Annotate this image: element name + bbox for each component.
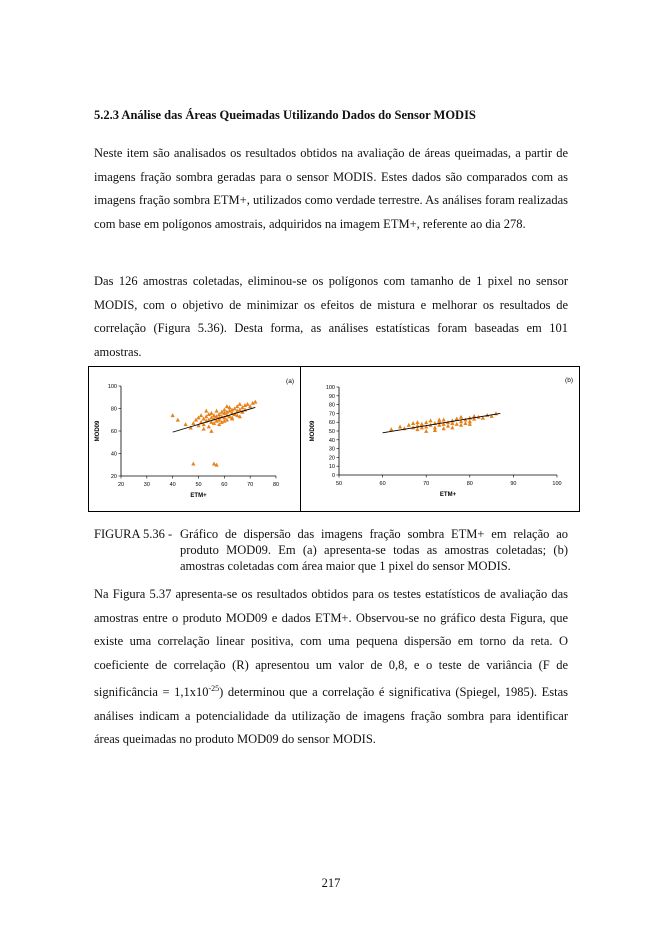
scatter-chart-a <box>89 367 300 511</box>
x-axis-label: ETM+ <box>439 492 457 498</box>
data-point <box>442 417 446 421</box>
y-tick-label: 60 <box>328 420 335 427</box>
data-point <box>442 426 446 430</box>
data-point <box>450 425 454 429</box>
data-point <box>407 423 411 427</box>
x-tick-label: 80 <box>466 481 473 487</box>
data-point <box>455 422 459 426</box>
paragraph-intro: Neste item são analisados os resultados obtidos na avaliação de áreas queimadas, a partir de imagens fração sombra geradas para o sensor MODIS. Estes dados são comparados com as imagens fração sombra ETM+, utilizados como verdade terrestre. As análises foram realizadas com base em polígonos amostrais, adquiridos na imagem ETM+, referente ao dia 278. <box>94 146 568 231</box>
caption-text: Gráfico de dispersão das imagens fração sombra ETM+ em relação ao produto MOD09. Em (a) apresenta-se todas as amostras coletadas; (b) amostras coletadas com área maior que 1 pixel do sensor MODIS. <box>180 527 568 573</box>
data-point <box>245 402 249 406</box>
results-text-before: Na Figura 5.37 apresenta-se os resultados obtidos para os testes estatísticos de avaliação das amostras entre o produto MOD09 e dados ETM+. Observou-se no gráfico desta Figura, que existe uma correlação linear positiva, com uma pequena dispersão em torno da reta. O coeficiente de correlação (R) apresentou um valor de 0,8, e o teste de variância (F de significância = 1,1x10 <box>94 587 568 700</box>
x-tick-label: 50 <box>195 482 202 488</box>
data-point <box>209 411 213 415</box>
y-tick-label: 40 <box>110 451 117 458</box>
x-axis-label: ETM+ <box>190 493 207 499</box>
x-tick-label: 80 <box>272 482 280 488</box>
data-point <box>389 427 393 431</box>
data-point <box>424 429 428 433</box>
y-tick-label: 60 <box>110 429 117 435</box>
data-point <box>428 418 432 422</box>
results-text-after: ) determinou que a correlação é significativa (Spiegel, 1985). Estas análises indicam a potencialidade da utilização de imagens fração sombra para identificar áreas queimadas no produto MOD09 do sensor MODIS. <box>94 685 569 747</box>
y-tick-label: 10 <box>328 464 335 471</box>
data-point <box>202 427 206 431</box>
y-tick-label: 50 <box>328 429 335 435</box>
panel-label: (b) <box>565 377 573 384</box>
data-point <box>420 422 424 426</box>
section-title: 5.2.3 Análise das Áreas Queimadas Utilizando Dados do Sensor MODIS <box>94 108 476 122</box>
data-point <box>191 462 195 466</box>
y-tick-label: 40 <box>328 437 335 444</box>
paragraph-results <box>94 583 568 752</box>
results-exponent: -25 <box>208 684 220 693</box>
data-point <box>225 404 229 408</box>
page-number: 217 <box>321 876 341 890</box>
data-point <box>183 422 187 426</box>
data-point <box>199 413 203 417</box>
x-tick-label: 60 <box>379 481 386 487</box>
panel-label: (a) <box>286 378 294 385</box>
y-tick-label: 0 <box>331 473 335 479</box>
scatter-chart-b <box>301 367 579 511</box>
data-point <box>415 420 419 424</box>
y-tick-label: 20 <box>328 455 335 462</box>
data-point <box>463 421 467 425</box>
data-point <box>204 409 208 413</box>
data-point <box>253 400 257 404</box>
data-point <box>437 417 441 421</box>
data-point <box>238 402 242 406</box>
data-point <box>207 424 211 428</box>
data-point <box>459 415 463 419</box>
x-tick-label: 30 <box>143 482 150 488</box>
paragraph-samples: Das 126 amostras coletadas, eliminou-se os polígonos com tamanho de 1 pixel no sensor MODIS, com o objetivo de minimizar os efeitos de mistura e melhorar os resultados de correlação (Figura 5.36). Desta forma, as análises estatísticas foram baseadas em 101 amostras. <box>94 274 568 359</box>
y-tick-label: 100 <box>107 384 117 390</box>
x-tick-label: 60 <box>221 482 228 488</box>
x-tick-label: 90 <box>510 481 517 487</box>
data-point <box>424 420 428 424</box>
x-tick-label: 40 <box>169 482 176 488</box>
data-point <box>415 427 419 431</box>
y-tick-label: 70 <box>328 411 335 418</box>
trend-line <box>383 413 501 432</box>
x-tick-label: 100 <box>552 481 562 487</box>
y-tick-label: 90 <box>328 393 335 400</box>
data-point <box>446 424 450 428</box>
caption-label: FIGURA 5.36 - <box>94 527 173 541</box>
data-point <box>459 423 463 427</box>
figure-5-36 <box>88 366 580 512</box>
x-tick-label: 20 <box>117 482 125 488</box>
trend-line <box>173 407 256 432</box>
x-tick-label: 70 <box>247 482 254 488</box>
data-point <box>411 421 415 425</box>
x-tick-label: 50 <box>335 481 343 487</box>
data-point <box>209 429 213 433</box>
data-point <box>398 425 402 429</box>
y-tick-label: 30 <box>328 446 335 453</box>
y-axis-label: MOD09 <box>310 420 316 442</box>
x-tick-label: 70 <box>423 481 430 487</box>
y-tick-label: 20 <box>110 474 117 480</box>
y-axis-label: MOD09 <box>95 420 101 442</box>
y-tick-label: 80 <box>328 402 335 409</box>
data-point <box>214 409 218 413</box>
data-point <box>176 418 180 422</box>
y-tick-label: 100 <box>325 385 335 391</box>
y-tick-label: 80 <box>110 406 117 413</box>
data-point <box>171 413 175 417</box>
